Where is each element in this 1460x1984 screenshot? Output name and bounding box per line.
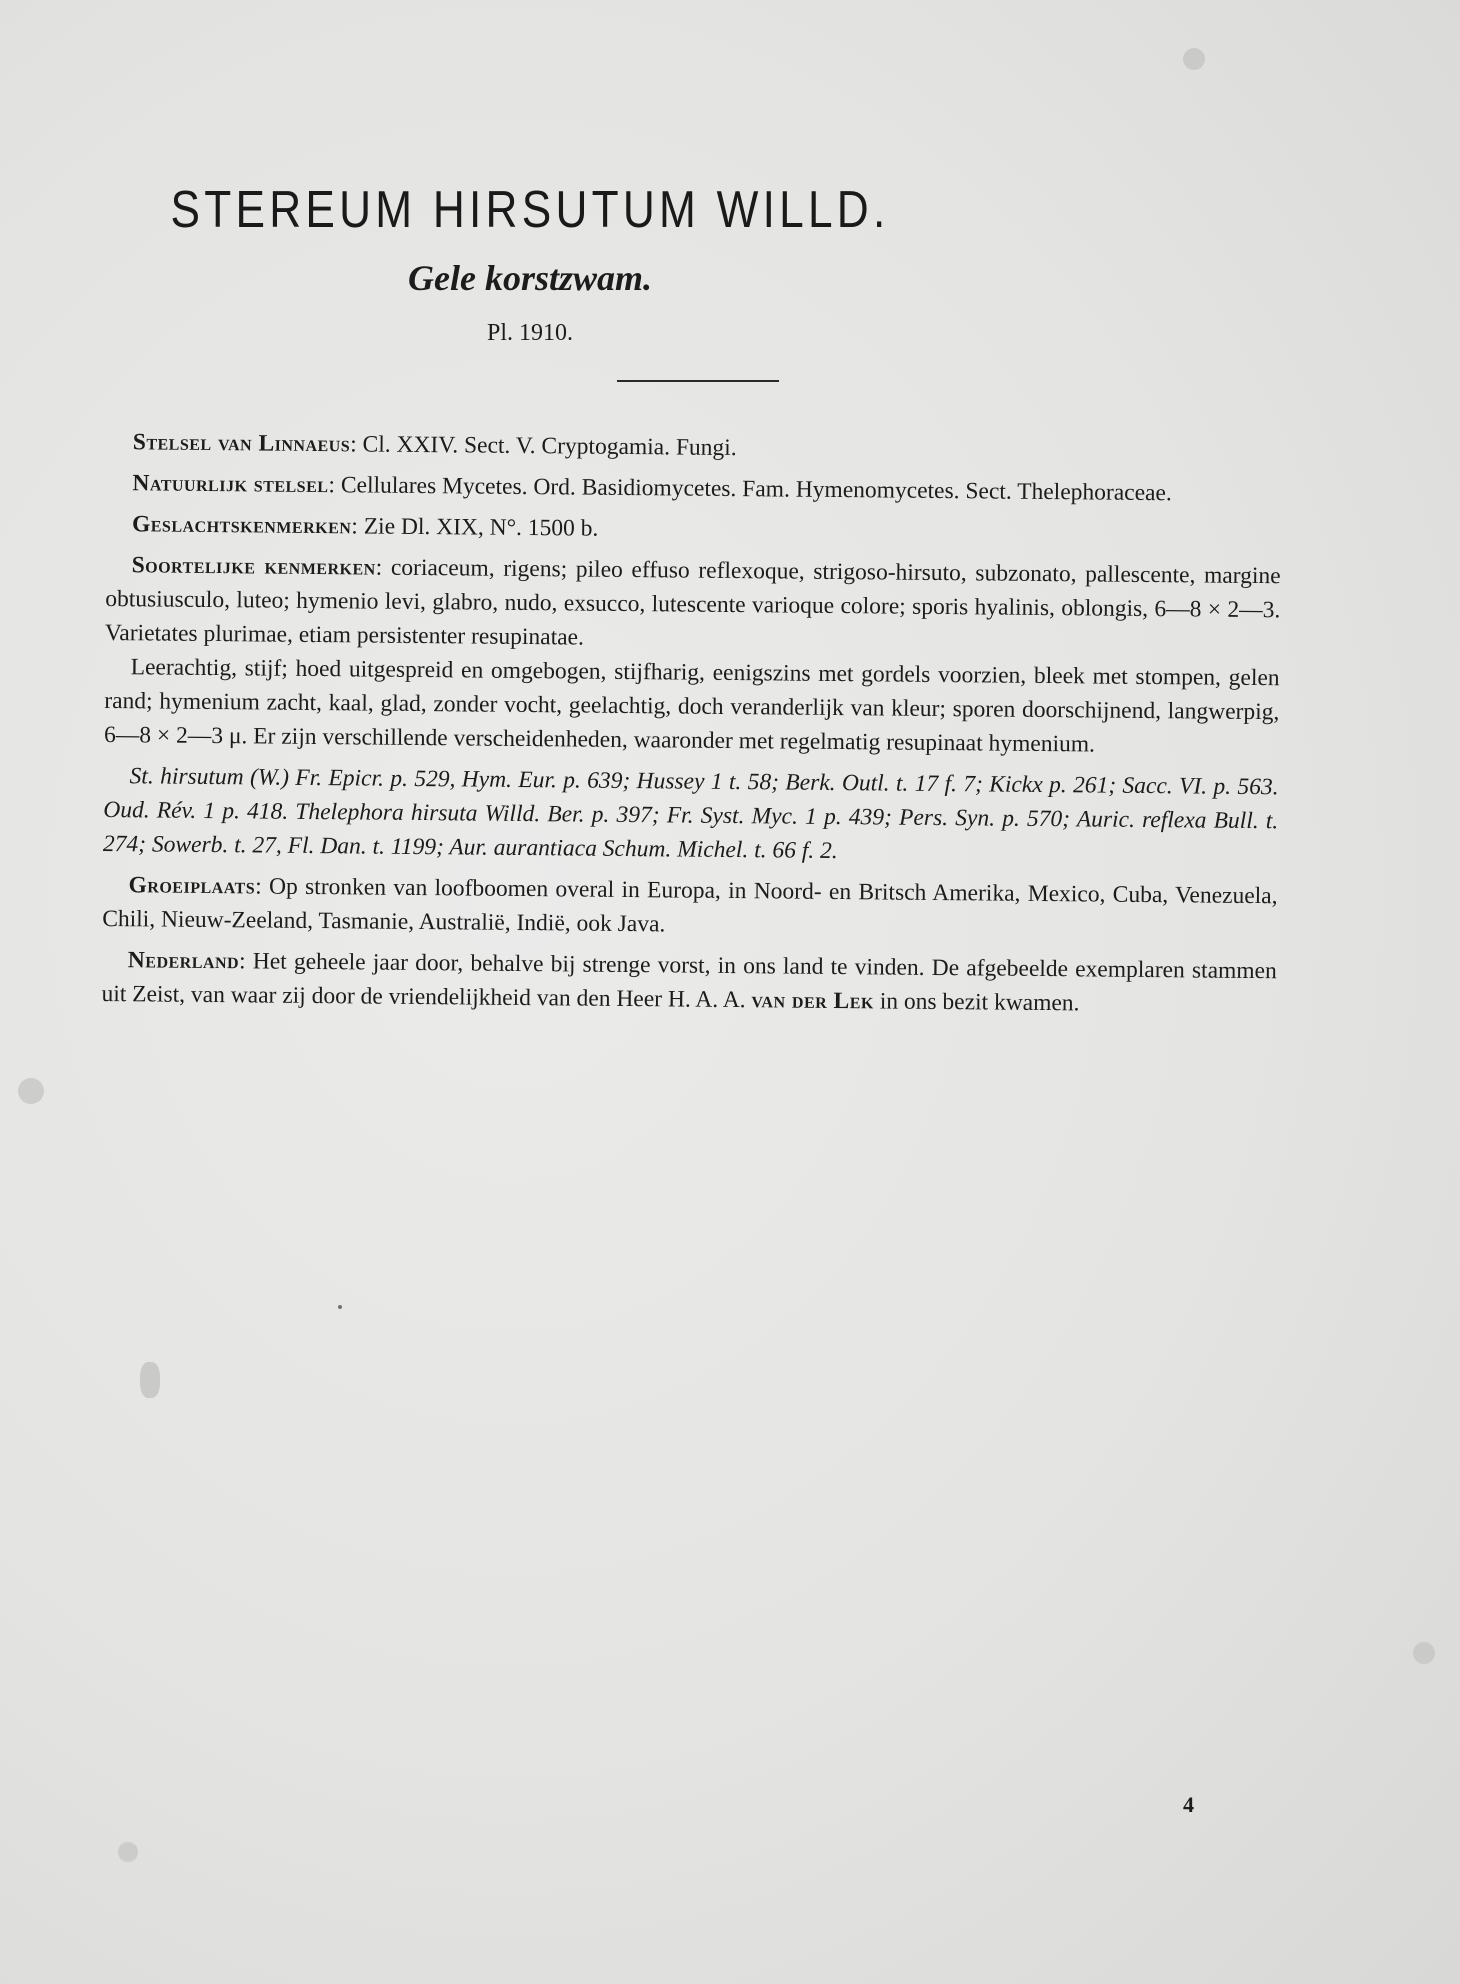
linnaeus-text: Cl. XXIV. Sect. V. Cryptogamia. Fungi. — [362, 431, 737, 462]
species-latin-text: coriaceum, rigens; pileo effuso reflexoque, strigoso-hirsuto, subzonato, pallescente, margine obtusiusculo, luteo; hymenio levi, glabro, nudo, exsucco, lutescente varioque colore; sporis hyalinis, oblongis, 6—8 × 2—3. Varietates plurimae, etiam persistenter resupinatae. — [104, 554, 1281, 651]
genus-label: Geslachtskenmerken — [131, 511, 352, 540]
paper-spot — [18, 1078, 44, 1104]
species-dutch-entry — [104, 650, 1280, 763]
netherlands-text: Het geheele jaar door, behalve bij strenge vorst, in ons land te vinden. De afgebeelde exemplaren stammen uit Zeist, van waar zij door de vriendelijkheid van den Heer H. A. A. — [101, 948, 1277, 1014]
species-label: Soortelijke kenmerken — [131, 552, 376, 581]
title-divider — [617, 380, 779, 382]
paper-spot — [338, 1305, 342, 1309]
genus-entry: Geslachtskenmerken: Zie Dl. XIX, N°. 1500 b. — [131, 511, 599, 542]
plate-number: Pl. 1910. — [486, 320, 573, 346]
natural-system-text: Cellulares Mycetes. Ord. Basidiomycetes. Fam. Hymenomycetes. Sect. Thelephoraceae. — [340, 472, 1172, 507]
species-entry: Soortelijke kenmerken: coriaceum, rigens; pileo effuso reflexoque, strigoso-hirsuto, subzonato, pallescente, margine obtusiusculo, luteo; hymenio levi, glabro, nudo, exsucco, lutescente varioque colore; sporis hyalinis, oblongis, 6—8 × 2—3. Varietates plurimae, etiam persistenter resupinatae. — [104, 552, 1281, 651]
references-entry — [103, 759, 1279, 872]
paper-spot — [1183, 48, 1205, 70]
references-text: St. hirsutum (W.) Fr. Epicr. p. 529, Hym. Eur. p. 639; Hussey 1 t. 58; Berk. Outl. t. 17 f. 7; Kickx p. 261; Sacc. VI. p. 563. Oud. Rév. 1 p. 418. Thelephora hirsuta Willd. Ber. p. 397; Fr. Syst. Myc. 1 p. 439; Pers. Syn. p. 570; Auric. reflexa Bull. t. 274; Sowerb. t. 27, Fl. Dan. t. 1199; Aur. aurantiaca Schum. Michel. t. 66 f. 2. — [102, 763, 1279, 865]
linnaeus-entry: Stelsel van Linnaeus: Cl. XXIV. Sect. V. Cryptogamia. Fungi. — [132, 429, 737, 462]
paper-spot — [1413, 1642, 1435, 1664]
habitat-entry: Groeiplaats: Op stronken van loofboomen overal in Europa, in Noord- en Britsch Amerika, Mexico, Cuba, Venezuela, Chili, Nieuw-Zeeland, Tasmanie, Australië, Indië, ook Java. — [102, 872, 1278, 938]
paper-spot — [118, 1842, 138, 1862]
habitat-text: Op stronken van loofboomen overal in Europa, in Noord- en Britsch Amerika, Mexico, Cuba, Venezuela, Chili, Nieuw-Zeeland, Tasmanie, Australië, Indië, ook Java. — [102, 873, 1278, 938]
species-dutch-text: Leerachtig, stijf; hoed uitgespreid en omgebogen, stijfharig, eenigszins met gordels voorzien, bleek met stompen, gelen rand; hymenium zacht, kaal, glad, zonder vocht, geelachtig, doch veranderlijk van kleur; sporen doorschijnend, langwerpig, 6—8 × 2—3 μ. Er zijn verschillende verscheidenheden, waaronder met regelmatig resupinaat hymenium. — [103, 654, 1280, 758]
species-title: STEREUM HIRSUTUM WILLD. — [170, 181, 890, 239]
netherlands-label: Nederland — [127, 947, 240, 975]
netherlands-entry: Nederland: Het geheele jaar door, behalve bij strenge vorst, in ons land te vinden. De afgebeelde exemplaren stammen uit Zeist, van waar zij door de vriendelijkheid van den Heer H. A. A. van der Lek in ons bezit kwamen. — [101, 947, 1277, 1017]
natural-system-entry: Natuurlijk stelsel: Cellulares Mycetes. Ord. Basidiomycetes. Fam. Hymenomycetes. Sect. Thelephoraceae. — [132, 470, 1172, 507]
habitat-label: Groeiplaats — [128, 872, 256, 900]
netherlands-person: van der Lek — [751, 987, 875, 1015]
page-number: 4 — [1183, 1792, 1194, 1817]
common-name: Gele korstzwam. — [407, 258, 652, 298]
paper-spot — [140, 1362, 160, 1398]
linnaeus-label: Stelsel van Linnaeus — [132, 429, 351, 458]
description-body — [101, 425, 1282, 1029]
natural-system-label: Natuurlijk stelsel — [132, 470, 329, 499]
netherlands-end-text: in ons bezit kwamen. — [879, 988, 1080, 1017]
genus-text: Zie Dl. XIX, N°. 1500 b. — [363, 513, 599, 542]
